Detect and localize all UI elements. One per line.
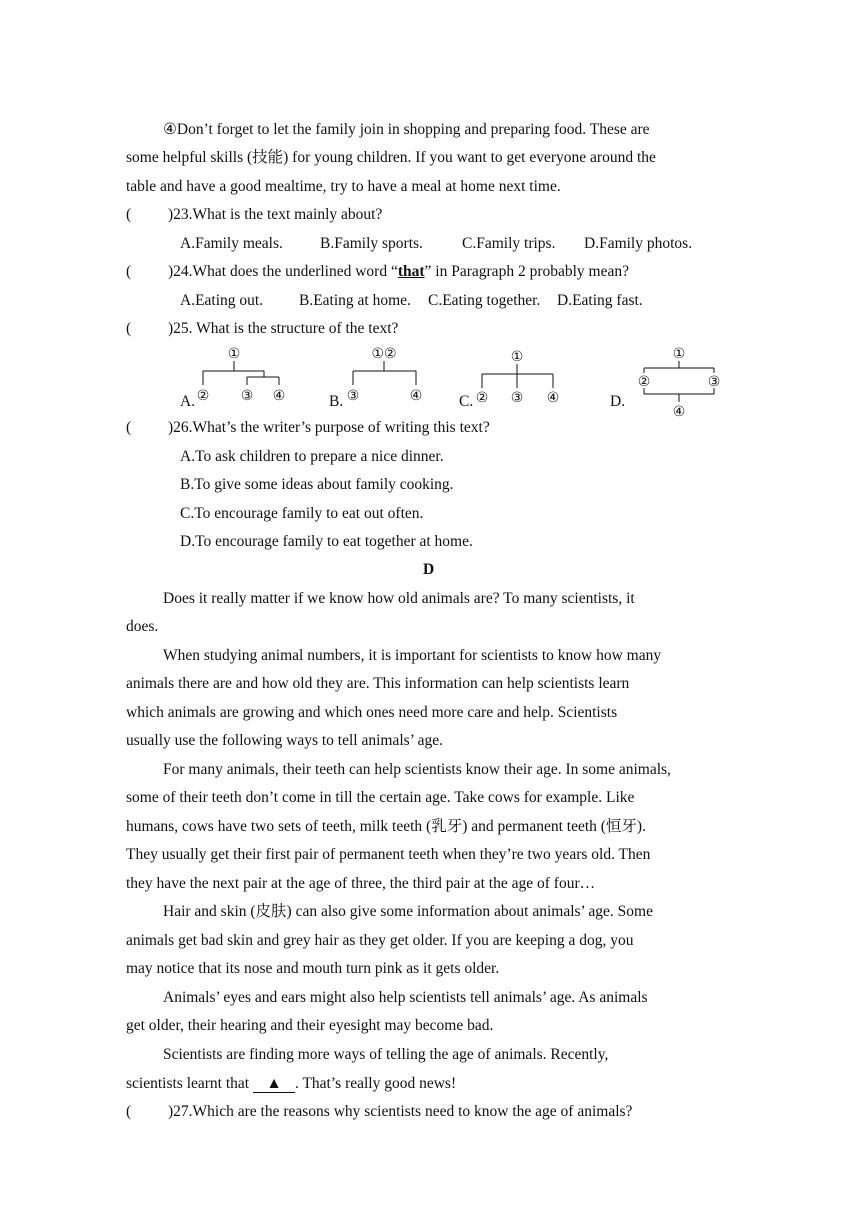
q24-option-d: D.Eating fast. [557, 292, 643, 309]
q23-option-c: C.Family trips. [462, 235, 556, 252]
passage-d-p6-line-1: Scientists are finding more ways of telling the age of animals. Recently, [163, 1046, 609, 1063]
diagram-c-node-3: ③ [510, 390, 524, 406]
q25-option-d-letter: D. [610, 393, 626, 410]
passage-d-p3-line-1: For many animals, their teeth can help scientists know their age. In some animals, [163, 761, 671, 778]
q25-structure-diagrams [0, 0, 860, 430]
diagram-d-node-1: ① [672, 346, 686, 362]
passage-c-paragraph-4-line-1: ④Don’t forget to let the family join in shopping and preparing food. These are [163, 121, 650, 138]
q26-option-b: B.To give some ideas about family cooking. [180, 476, 454, 493]
passage-d-p3-line-2: some of their teeth don’t come in till the certain age. Take cows for example. Like [126, 789, 635, 806]
passage-c-paragraph-4-line-2: some helpful skills (技能) for young children. If you want to get everyone around the [126, 149, 656, 166]
q26-answer-paren: ( [126, 419, 132, 436]
passage-d-p4-line-1: Hair and skin (皮肤) can also give some information about animals’ age. Some [163, 903, 653, 920]
q25-option-a-letter: A. [180, 393, 196, 410]
passage-d-p5-line-2: get older, their hearing and their eyesight may become bad. [126, 1017, 494, 1034]
passage-d-p2-line-1: When studying animal numbers, it is important for scientists to know how many [163, 647, 662, 664]
passage-d-p6-line-2-start: scientists learnt that [126, 1075, 250, 1092]
q26-option-d: D.To encourage family to eat together at home. [180, 533, 473, 550]
passage-d-p3-line-3: humans, cows have two sets of teeth, milk teeth (乳牙) and permanent teeth (恒牙). [126, 818, 646, 835]
passage-d-p2-line-3: which animals are growing and which ones need more care and help. Scientists [126, 704, 618, 721]
passage-d-p3-line-4: They usually get their first pair of permanent teeth when they’re two years old. Then [126, 846, 651, 863]
diagram-b-node-12: ①② [371, 346, 397, 362]
diagram-a-node-1: ① [227, 346, 241, 362]
q26-stem: )26.What’s the writer’s purpose of writing this text? [168, 419, 490, 436]
passage-d-p5-line-1: Animals’ eyes and ears might also help scientists tell animals’ age. As animals [163, 989, 648, 1006]
q24-option-a: A.Eating out. [180, 292, 264, 309]
q27-answer-paren: ( [126, 1103, 132, 1120]
q24-option-b: B.Eating at home. [299, 292, 411, 309]
passage-d-p1-line-2: does. [126, 618, 159, 635]
q26-option-c: C.To encourage family to eat out often. [180, 505, 424, 522]
diagram-a-node-2: ② [196, 388, 210, 404]
q23-option-d: D.Family photos. [584, 235, 693, 252]
diagram-a-node-3: ③ [240, 388, 254, 404]
q25-answer-paren: ( [126, 320, 132, 337]
q23-option-a: A.Family meals. [180, 235, 283, 252]
diagram-c-node-4: ④ [546, 390, 560, 406]
diagram-c-node-2: ② [475, 390, 489, 406]
diagram-d-node-2: ② [637, 374, 651, 390]
q26-option-a: A.To ask children to prepare a nice dinner. [180, 448, 444, 465]
fill-in-blank[interactable]: ▲ [253, 1076, 295, 1093]
q25-diagram-labels [197, 346, 721, 420]
passage-d-p2-line-2: animals there are and how old they are. This information can help scientists learn [126, 675, 630, 692]
passage-c-paragraph-4-line-3: table and have a good mealtime, try to have a meal at home next time. [126, 178, 561, 195]
q24-stem-start: )24.What does the underlined word “ [168, 263, 398, 280]
q24-option-c: C.Eating together. [428, 292, 541, 309]
passage-d-p4-line-3: may notice that its nose and mouth turn pink as it gets older. [126, 960, 500, 977]
q23-answer-paren: ( [126, 206, 132, 223]
q24-stem-end: ” in Paragraph 2 probably mean? [424, 263, 629, 280]
diagram-c-node-1: ① [510, 349, 524, 365]
q25-option-c-letter: C. [459, 393, 474, 410]
q24-answer-paren: ( [126, 263, 132, 280]
passage-d-p6-line-2-end: . That’s really good news! [294, 1075, 457, 1092]
diagram-d-node-4: ④ [672, 404, 686, 420]
passage-d-p1-line-1: Does it really matter if we know how old animals are? To many scientists, it [163, 590, 635, 607]
q27-stem: )27.Which are the reasons why scientists need to know the age of animals? [168, 1103, 633, 1120]
diagram-d-node-3: ③ [707, 374, 721, 390]
passage-d-p6-line-2 [126, 1074, 456, 1094]
passage-d-title: D [423, 561, 435, 578]
diagram-a-node-4: ④ [272, 388, 286, 404]
q25-stem: )25. What is the structure of the text? [168, 320, 399, 337]
q23-option-b: B.Family sports. [320, 235, 423, 252]
passage-d-p2-line-4: usually use the following ways to tell animals’ age. [126, 732, 443, 749]
passage-d-p3-line-5: they have the next pair at the age of three, the third pair at the age of four… [126, 875, 596, 892]
q23-stem: )23.What is the text mainly about? [168, 206, 383, 223]
diagram-b-node-4: ④ [409, 388, 423, 404]
q24-underlined-word: that [397, 263, 425, 280]
passage-d-p4-line-2: animals get bad skin and grey hair as they get older. If you are keeping a dog, you [126, 932, 634, 949]
diagram-b-node-3: ③ [346, 388, 360, 404]
q25-option-b-letter: B. [329, 393, 344, 410]
